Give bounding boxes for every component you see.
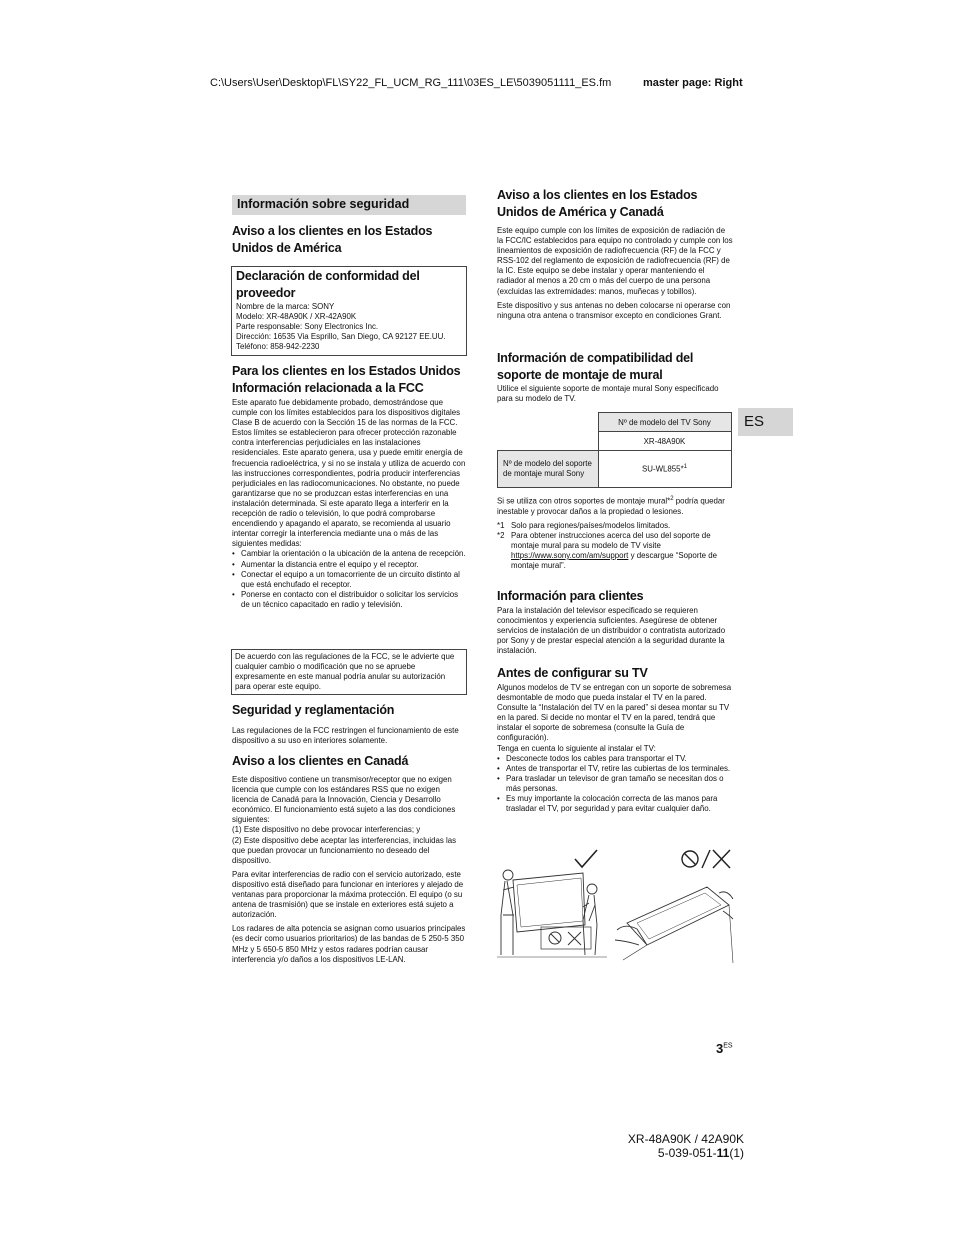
incorrect-carry-drawing <box>615 887 733 963</box>
clientes-title: Información para clientes <box>497 589 644 603</box>
section-title: Información sobre seguridad <box>237 197 410 211</box>
montaje-after-post: podría quedar inestable y provocar daños a la propiedad o lesiones. <box>497 496 725 516</box>
antes-bullets <box>497 754 733 815</box>
correct-carry-drawing <box>497 870 607 957</box>
list-item: • Para trasladar un televisor de gran tamaño se necesitan dos o más personas. <box>497 774 733 794</box>
fcc-warning-text: De acuerdo con las regulaciones de la FCC, se le advierte que cualquier cambio o modificación que no se apruebe expresamente en este manual podría anular su autorización para operar este equipo. <box>235 652 455 692</box>
footnote-text: Para obtener instrucciones acerca del uso del soporte de montaje mural para su modelo de TV visite <box>511 530 711 550</box>
canada-p2: Para evitar interferencias de radio con el servicio autorizado, este dispositivo está diseñado para funcionar en interiores y alejado de ventanas para proporcionar la máxima protección. El equipo (o su antena de trasmisión) que se instale en exteriores está sujeto a autorización. <box>232 869 464 920</box>
cross-icon <box>713 850 730 868</box>
canada-condition-2: (2) Este dispositivo debe aceptar las interferencias, incluidas las que puedan provocar un funcionamiento no deseado del dispositivo. <box>232 835 457 865</box>
code-suffix: (1) <box>729 1146 744 1160</box>
antes-title: Antes de configurar su TV <box>497 666 648 680</box>
declaracion-box <box>231 266 467 356</box>
declaracion-line: Dirección: 16535 Via Esprillo, San Diego, CA 92127 EE.UU. <box>236 332 446 342</box>
page-number-suffix: ES <box>723 1042 733 1050</box>
fcc-bullets <box>232 549 466 610</box>
table-col-header: Nº de modelo del TV Sony <box>598 413 731 432</box>
antes-body: Algunos modelos de TV se entregan con un soporte de sobremesa desmontable de modo que pueda instalar el TV en la pared. Consulte la “Instalación del TV en la pared” si desea montar su TV en la pared. Si decide no montar el TV en la pared, tendrá que instalar el soporte de sobremesa (consulte la Guía de configuración). <box>497 683 732 743</box>
declaracion-line: Parte responsable: Sony Electronics Inc. <box>236 322 379 332</box>
table-value: SU-WL855* <box>641 464 684 474</box>
footnote-text: Solo para regiones/países/modelos limitados. <box>511 520 671 530</box>
aviso-usa-title: Aviso a los clientes en los Estados Unidos de América <box>232 224 433 255</box>
canada-condition-1: (1) Este dispositivo no debe provocar interferencias; y <box>232 825 421 835</box>
declaracion-title: Declaración de conformidad del proveedor <box>236 269 420 300</box>
declaracion-line: Nombre de la marca: SONY <box>236 302 335 311</box>
list-item: • Antes de transportar el TV, retire las cubiertas de los terminales. <box>497 764 733 774</box>
usa-canada-section <box>497 187 733 321</box>
list-item: • Es muy importante la colocación correcta de las manos para trasladar el TV, por seguridad y para evitar cualquier daño. <box>497 794 733 814</box>
usa-canada-p2: Este dispositivo y sus antenas no deben colocarse ni operarse con ninguna otra antena o transmisor excepto en condiciones Grant. <box>497 300 731 320</box>
page-number <box>716 1041 733 1056</box>
model-footer <box>628 1132 744 1160</box>
code-bold: 11 <box>716 1146 730 1160</box>
footnote-ref: 1 <box>683 464 687 471</box>
fcc-body: Este aparato fue debidamente probado, demostrándose que cumple con los límites establecidos para los dispositivos digitales Clase B de acuerdo con la Sección 15 de las normas de la FCC. Estos límites se establecieron para ofrecer protección razonable contra interferencias perjudiciales en las instalaciones residenciales. Este aparato genera, usa y puede emitir energía de frecuencia radioeléctrica, y si no se instala y utiliza de acuerdo con las instrucciones correspondientes, podría producir interferencias perjudiciales en las radiocomunicaciones. No obstante, no puede garantizarse que no se produzcan estas interferencias en una instalación determinada. Si este aparato llega a interferir en la recepción de radio o televisión, lo que podrá comprobarse encendiendo y apagando el aparato, se recomienda al usuario intentar corregir la interferencia mediante una o más de las siguientes medidas: <box>232 398 466 549</box>
fcc-section <box>232 363 466 610</box>
footnote-key: *1 <box>497 520 505 530</box>
footnote-2 <box>497 531 733 571</box>
list-item: • Aumentar la distancia entre el equipo y el receptor. <box>232 560 466 570</box>
canada-section <box>232 753 466 965</box>
seguridad-title: Seguridad y reglamentación <box>232 703 395 717</box>
list-item: • Desconecte todos los cables para transportar el TV. <box>497 754 733 764</box>
table-value-cell <box>598 451 731 488</box>
montaje-section <box>497 350 733 404</box>
model-name: XR-48A90K / 42A90K <box>627 1132 744 1146</box>
canada-title: Aviso a los clientes en Canadá <box>232 754 409 768</box>
table-empty-cell <box>498 413 599 432</box>
canada-p1: Este dispositivo contiene un transmisor/receptor que no exigen licencia que cumple con los estándares RSS que no exigen licencia de Canadá para la Innovación, Ciencia y Desarrollo económico. El funcionamiento está sujeto a las dos condiciones siguientes: <box>232 775 456 825</box>
montaje-title: Información de compatibilidad del soporte de montaje de mural <box>497 351 694 382</box>
montaje-after-pre: Si se utiliza con otros soportes de montaje mural* <box>497 496 671 506</box>
clientes-body: Para la instalación del televisor especificado se requieren conocimientos y experiencia suficientes. Asegúrese de obtener servicios de instalación de un distribuidor o contratista autorizado por Sony y de prestar especial atención a la seguridad durante la instalación. <box>497 606 726 656</box>
master-page-label: master page: Right <box>643 77 743 89</box>
fcc-warning-box <box>231 649 467 695</box>
usa-canada-p1: Este equipo cumple con los límites de exposición de radiación de la FCC/IC establecidos para equipo no controlado y cumple con los lineamientos de exposición de radiofrecuencia (RF) de la FCC y RSS-102 del reglamento de exposición de radiofrecuencia (RF) de la IC. Este equipo se debe instalar y operar manteniendo el radiador al menos a 20 cm o más del cuerpo de una persona (excluidas las extremidades: manos, muñecas y tobillos). <box>497 226 733 296</box>
table-model-cell: XR-48A90K <box>598 432 731 451</box>
canada-p3: Los radares de alta potencia se asignan como usuarios principales (es decir como usuarios prioritarios) de las bandas de 5 250-5 350 MHz y 5 650-5 850 MHz y estos radares podrían causar interferencia y/o daños a los dispositivos LE-LAN. <box>232 924 466 964</box>
code-prefix: 5-039-051- <box>657 1146 717 1160</box>
footnote-text: y descargue “Soporte de montaje mural”. <box>511 551 717 571</box>
list-item: • Conectar el equipo a un tomacorriente de un circuito distinto al que está enchufado el receptor. <box>232 570 466 590</box>
montaje-intro: Utilice el siguiente soporte de montaje mural Sony especificado para su modelo de TV. <box>497 384 719 404</box>
model-code <box>628 1146 744 1160</box>
seguridad-body: Las regulaciones de la FCC restringen el funcionamiento de este dispositivo a su uso en interiores solamente. <box>232 726 459 746</box>
footnote-1 <box>497 521 733 531</box>
declaracion-line: Modelo: XR-48A90K / XR-42A90K <box>236 312 357 322</box>
list-item: • Ponerse en contacto con el distribuidor o solicitar los servicios de un técnico capacitado en radio y televisión. <box>232 590 466 610</box>
check-icon <box>575 850 597 867</box>
aviso-usa-section <box>232 223 466 257</box>
montaje-after <box>497 494 733 517</box>
language-tab <box>738 408 793 436</box>
antes-section <box>497 665 733 814</box>
section-title-bar <box>232 195 466 215</box>
seguridad-section <box>232 702 466 746</box>
declaracion-line: Teléfono: 858-942-2230 <box>236 342 320 352</box>
usa-canada-title: Aviso a los clientes en los Estados Unidos de América y Canadá <box>497 188 698 219</box>
support-link[interactable]: https://www.sony.com/am/support <box>511 551 629 561</box>
footnote-key: *2 <box>497 530 505 540</box>
antes-lead: Tenga en cuenta lo siguiente al instalar el TV: <box>497 743 656 753</box>
file-path: C:\Users\User\Desktop\FL\SY22_FL_UCM_RG_111\03ES_LE\5039051111_ES.fm <box>210 77 612 89</box>
footnote-ref: 2 <box>670 496 674 502</box>
language-tab-label: ES <box>744 413 765 430</box>
fcc-title: Para los clientes en los Estados Unidos Información relacionada a la FCC <box>232 364 461 395</box>
table-empty-cell <box>498 432 599 451</box>
clientes-section <box>497 588 733 656</box>
list-item: • Cambiar la orientación o la ubicación de la antena de recepción. <box>232 549 466 559</box>
wall-mount-table <box>497 412 732 488</box>
table-row-header: Nº de modelo del soporte de montaje mural Sony <box>498 451 599 488</box>
page-number-value: 3 <box>716 1041 724 1056</box>
montaje-notes <box>497 494 733 571</box>
tv-carry-illustration <box>497 845 735 963</box>
prohibited-icon <box>682 850 710 868</box>
